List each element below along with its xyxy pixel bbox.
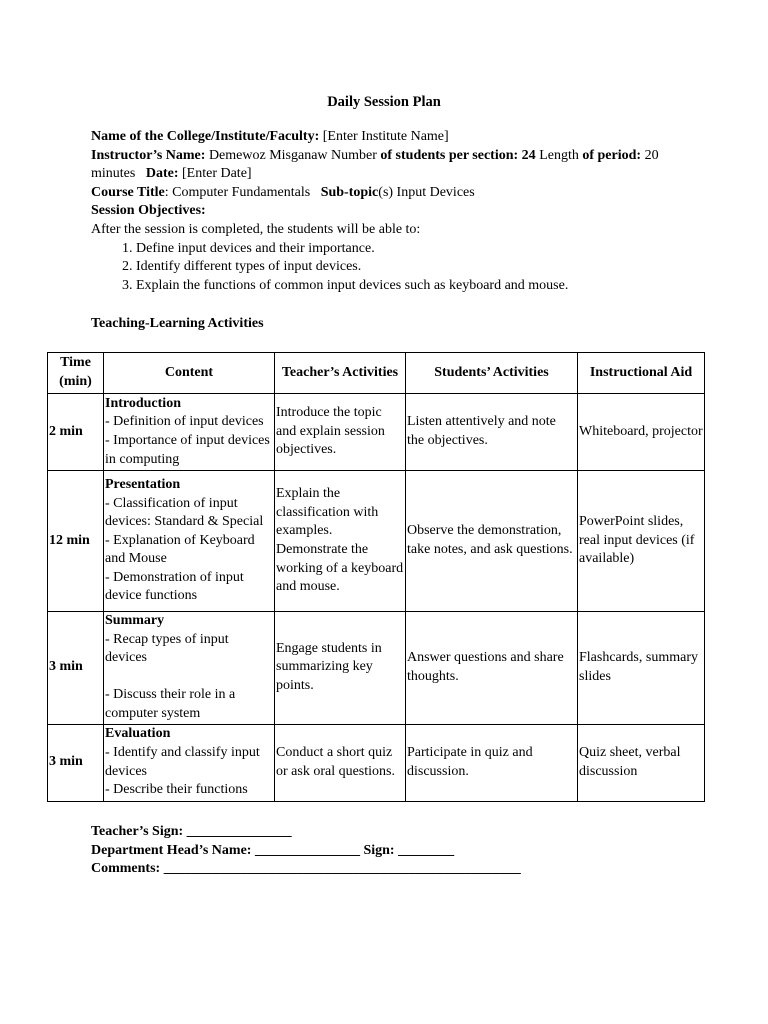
aid-cell: Quiz sheet, verbal discussion	[578, 724, 705, 801]
subtopic-value: (s) Input Devices	[378, 184, 475, 200]
table-row	[48, 612, 705, 725]
section-title: Presentation	[105, 476, 181, 492]
date-value: [Enter Date]	[178, 166, 252, 182]
content-cell	[104, 471, 275, 612]
content-line: - Importance of input devices in computing	[105, 433, 270, 467]
table-row	[48, 394, 705, 471]
length-text: Length	[535, 147, 583, 163]
section-title: Introduction	[105, 395, 181, 411]
header-teacher: Teacher’s Activities	[275, 353, 406, 394]
objective-item: 2. Identify different types of input devices.	[136, 258, 691, 277]
dept-head-field[interactable]: Department Head’s Name: _______________ Sign: ________	[91, 842, 455, 858]
session-info	[91, 128, 691, 295]
header-aid: Instructional Aid	[578, 353, 705, 394]
college-value: [Enter Institute Name]	[319, 129, 449, 144]
content-line: - Discuss their role in a computer system	[105, 687, 236, 721]
content-line: - Describe their functions	[105, 782, 248, 798]
section-title: Evaluation	[105, 726, 171, 742]
table-row	[48, 471, 705, 612]
objectives-heading: Session Objectives:	[91, 203, 206, 219]
table-row	[48, 724, 705, 801]
content-cell	[104, 612, 275, 725]
instructor-line	[91, 147, 691, 166]
objectives-intro: After the session is completed, the students will be able to:	[91, 221, 421, 237]
content-line: - Classification of input devices: Standard & Special	[105, 495, 264, 530]
course-line	[91, 184, 691, 203]
teacher-cell: Introduce the topic and explain session objectives.	[275, 394, 406, 471]
objectives-list	[91, 240, 691, 296]
header-content: Content	[104, 353, 275, 394]
time-cell: 12 min	[48, 471, 104, 612]
aid-cell: Whiteboard, projector	[578, 394, 705, 471]
teacher-sign-field[interactable]: Teacher’s Sign: _______________	[91, 824, 292, 839]
students-cell: Listen attentively and note the objectives.	[406, 394, 578, 471]
table-header-row	[48, 353, 705, 394]
header-students: Students’ Activities	[406, 353, 578, 394]
teacher-cell: Engage students in summarizing key points.	[275, 612, 406, 725]
time-cell: 2 min	[48, 394, 104, 471]
students-cell: Answer questions and share thoughts.	[406, 612, 578, 725]
time-cell: 3 min	[48, 724, 104, 801]
content-line: - Identify and classify input devices	[105, 744, 260, 779]
section-title: Summary	[105, 613, 165, 628]
period-value: 20	[641, 147, 659, 163]
content-line: - Definition of input devices	[105, 414, 264, 430]
course-label: Course Title	[91, 184, 165, 200]
content-line: - Explanation of Keyboard and Mouse	[105, 532, 255, 567]
time-cell: 3 min	[48, 612, 104, 725]
document-title: Daily Session Plan	[327, 94, 441, 110]
content-cell	[104, 394, 275, 471]
subtopic-label: Sub-topic	[320, 184, 379, 200]
teacher-cell: Conduct a short quiz or ask oral questions.	[275, 724, 406, 801]
activities-heading: Teaching-Learning Activities	[91, 316, 264, 331]
content-line: - Recap types of input devices	[105, 631, 229, 666]
comments-field[interactable]: Comments: ___________________________________________________	[91, 861, 521, 877]
aid-cell: Flashcards, summary slides	[578, 612, 705, 725]
signoff-block	[91, 823, 521, 879]
date-label: Date:	[145, 166, 179, 182]
instructor-value: Demewoz Misganaw Number	[205, 147, 381, 163]
college-label: Name of the College/Institute/Faculty:	[91, 129, 320, 144]
objective-item: 1. Define input devices and their importance.	[136, 240, 691, 259]
date-line	[91, 165, 691, 184]
objective-item: 3. Explain the functions of common input devices such as keyboard and mouse.	[136, 277, 691, 296]
aid-cell: PowerPoint slides, real input devices (if available)	[578, 471, 705, 612]
minutes-text: minutes	[91, 166, 146, 182]
students-cell: Observe the demonstration, take notes, and ask questions.	[406, 471, 578, 612]
teacher-cell: Explain the classification with examples. Demonstrate the working of a keyboard and mouse.	[275, 471, 406, 612]
content-line: - Demonstration of input device functions	[105, 569, 244, 604]
activities-table	[47, 352, 705, 802]
content-cell	[104, 724, 275, 801]
instructor-label: Instructor’s Name:	[91, 147, 206, 163]
period-label: of period:	[582, 147, 642, 163]
students-cell: Participate in quiz and discussion.	[406, 724, 578, 801]
college-line	[91, 128, 691, 147]
content-line	[105, 668, 273, 687]
header-time: Time (min)	[48, 353, 104, 394]
students-label: of students per section: 24	[380, 147, 536, 163]
course-value: : Computer Fundamentals	[164, 184, 321, 200]
